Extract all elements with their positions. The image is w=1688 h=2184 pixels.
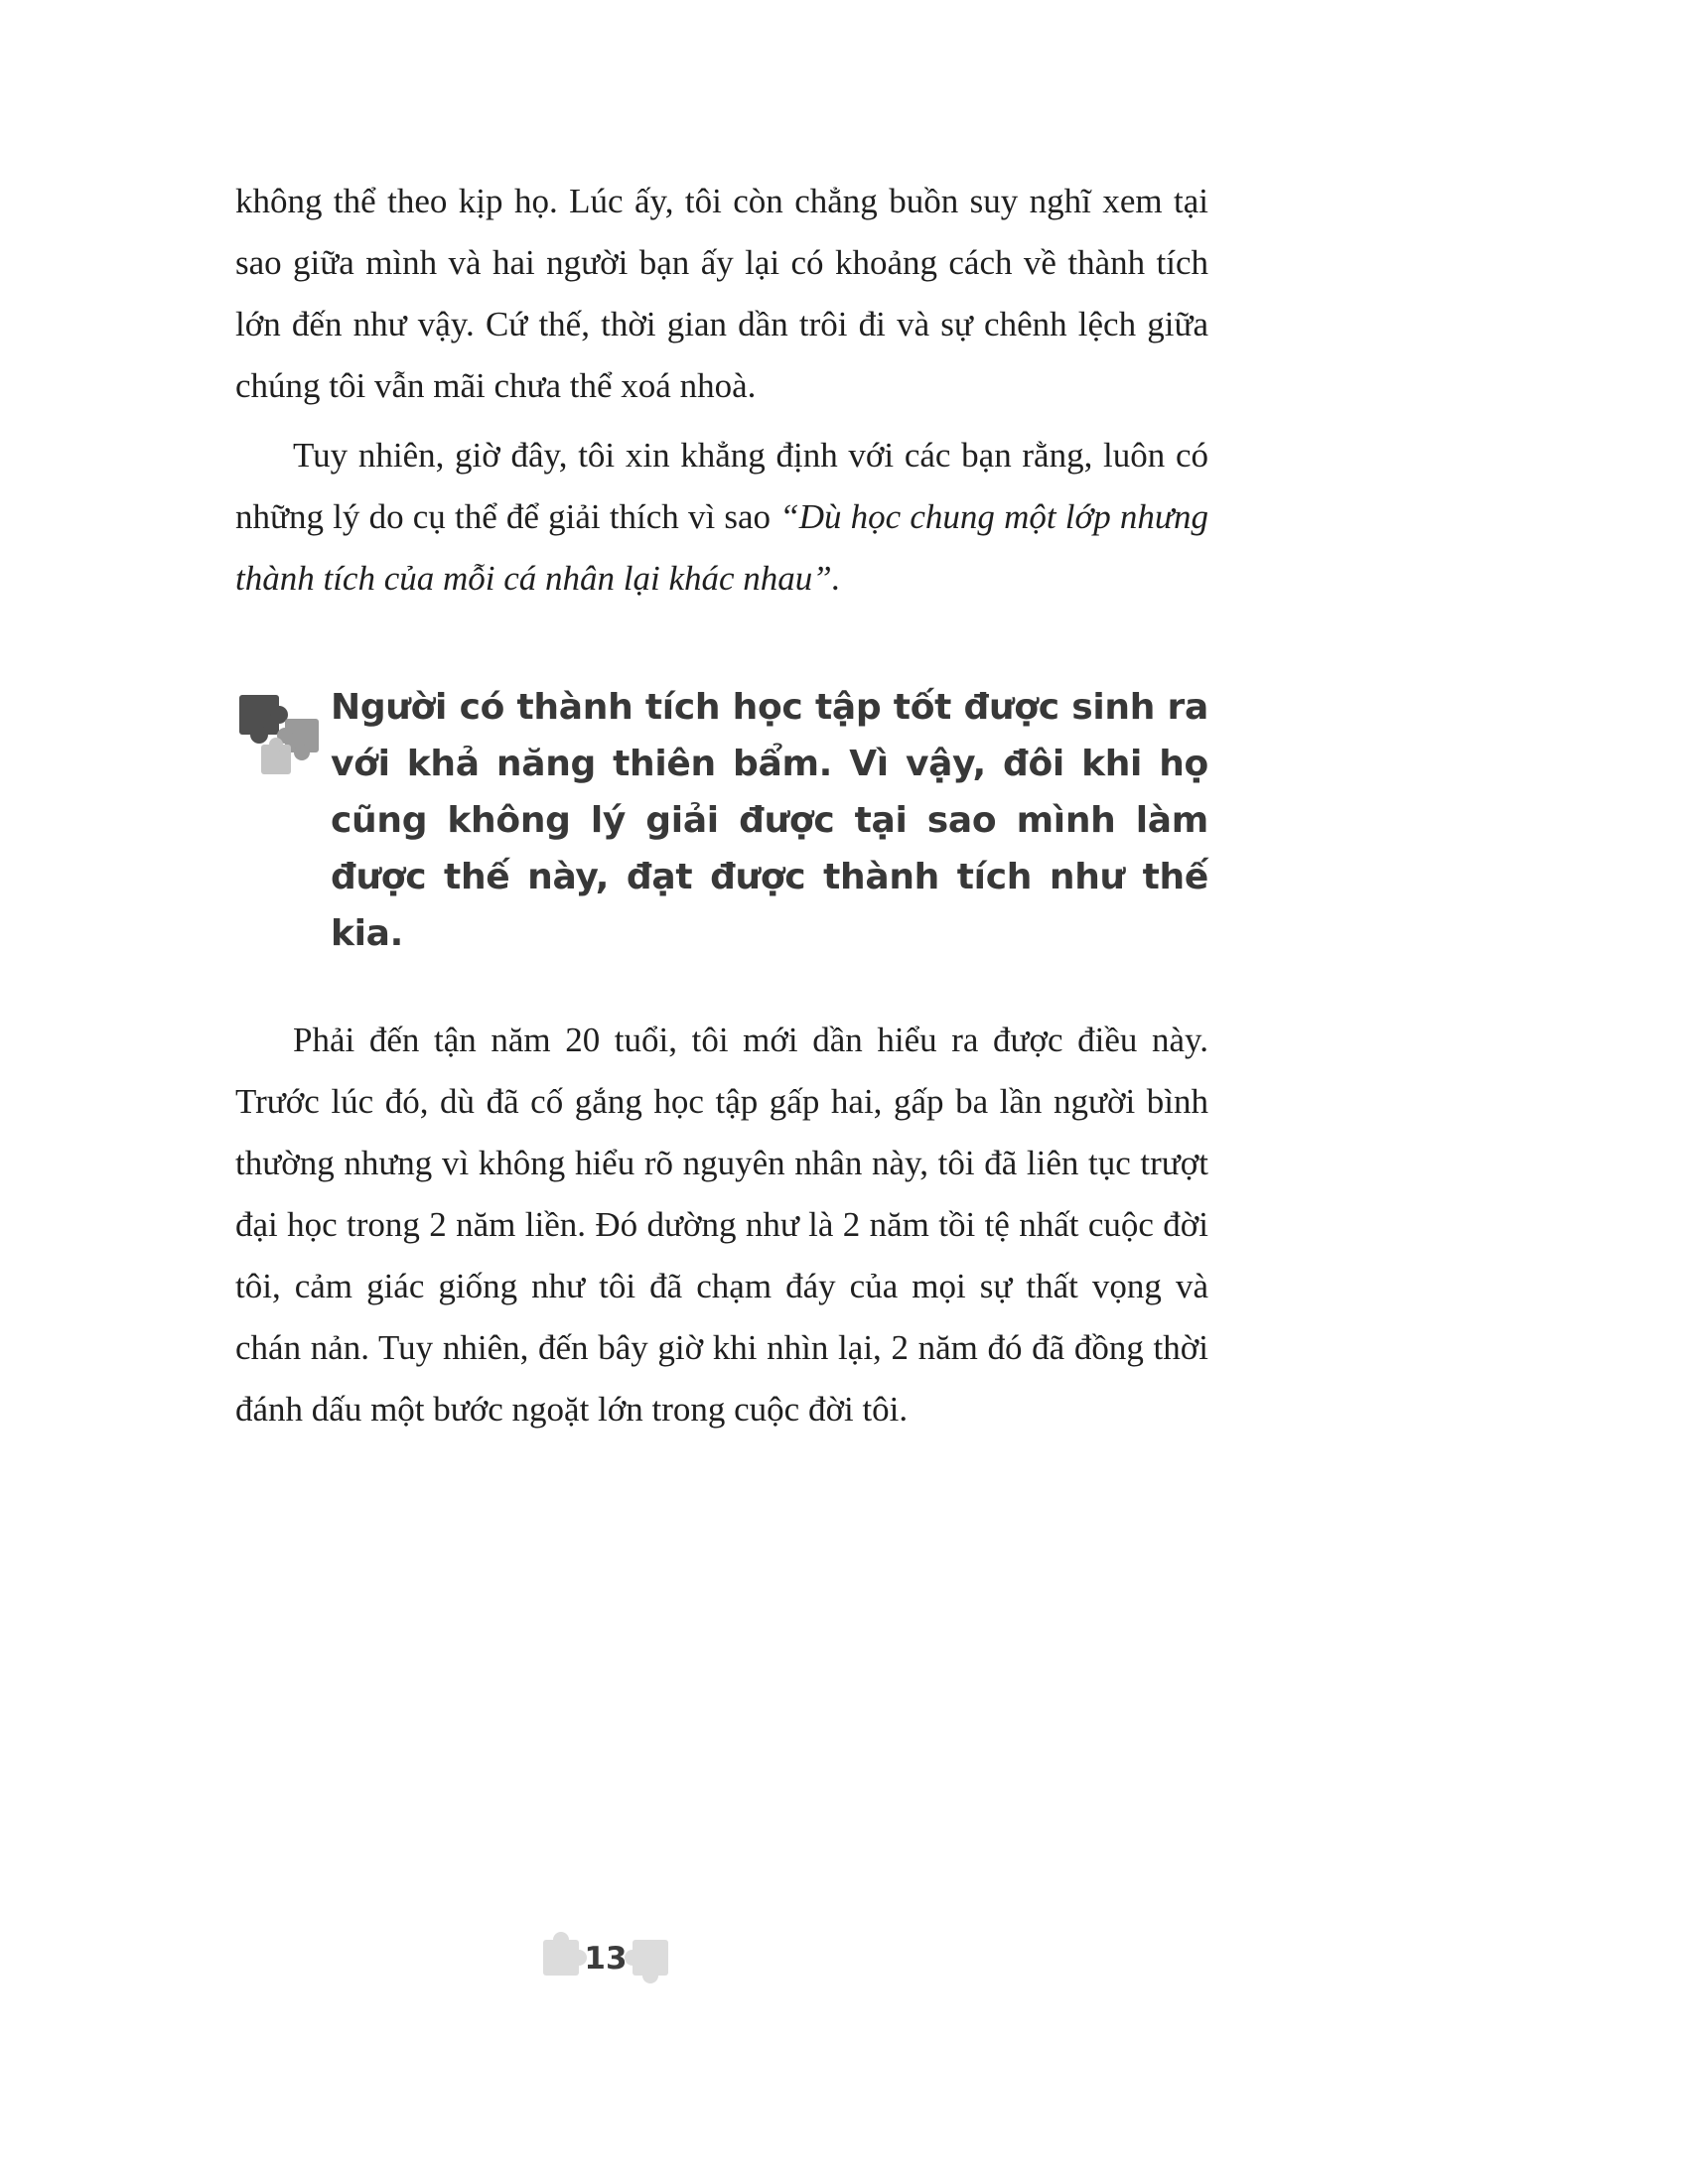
paragraph-2 <box>235 425 1208 610</box>
page-footer <box>531 1924 680 1993</box>
callout-block <box>235 679 1208 962</box>
puzzle-pieces-icon <box>235 679 331 785</box>
paragraph-1: không thể theo kịp họ. Lúc ấy, tôi còn chẳng buồn suy nghĩ xem tại sao giữa mình và hai người bạn ấy lại có khoảng cách về thành tích lớn đến như vậy. Cứ thế, thời gian dần trôi đi và sự chênh lệch giữa chúng tôi vẫn mãi chưa thể xoá nhoà. <box>235 182 1208 405</box>
paragraph-2-lead: Tuy nhiên, giờ đây, tôi xin khẳng định với các bạn rằng, luôn có những lý do cụ thể để giải thích vì sao <box>235 436 1208 536</box>
callout-text: Người có thành tích học tập tốt được sinh ra với khả năng thiên bẩm. Vì vậy, đôi khi họ cũng không lý giải được tại sao mình làm được thế này, đạt được thành tích như thế kia. <box>331 687 1208 954</box>
page-number: 13 <box>584 1941 628 1977</box>
page-content <box>235 171 1208 1440</box>
paragraph-3: Phải đến tận năm 20 tuổi, tôi mới dần hiểu ra được điều này. Trước lúc đó, dù đã cố gắng học tập gấp hai, gấp ba lần người bình thường nhưng vì không hiểu rõ nguyên nhân này, tôi đã liên tục trượt đại học trong 2 năm liền. Đó dường như là 2 năm tồi tệ nhất cuộc đời tôi, cảm giác giống như tôi đã chạm đáy của mọi sự thất vọng và chán nản. Tuy nhiên, đến bây giờ khi nhìn lại, 2 năm đó đã đồng thời đánh dấu một bước ngoặt lớn trong cuộc đời tôi. <box>235 1021 1208 1429</box>
paragraph-2-quote: “Dù học chung một lớp nhưng thành tích của mỗi cá nhân lại khác nhau”. <box>235 497 1208 598</box>
